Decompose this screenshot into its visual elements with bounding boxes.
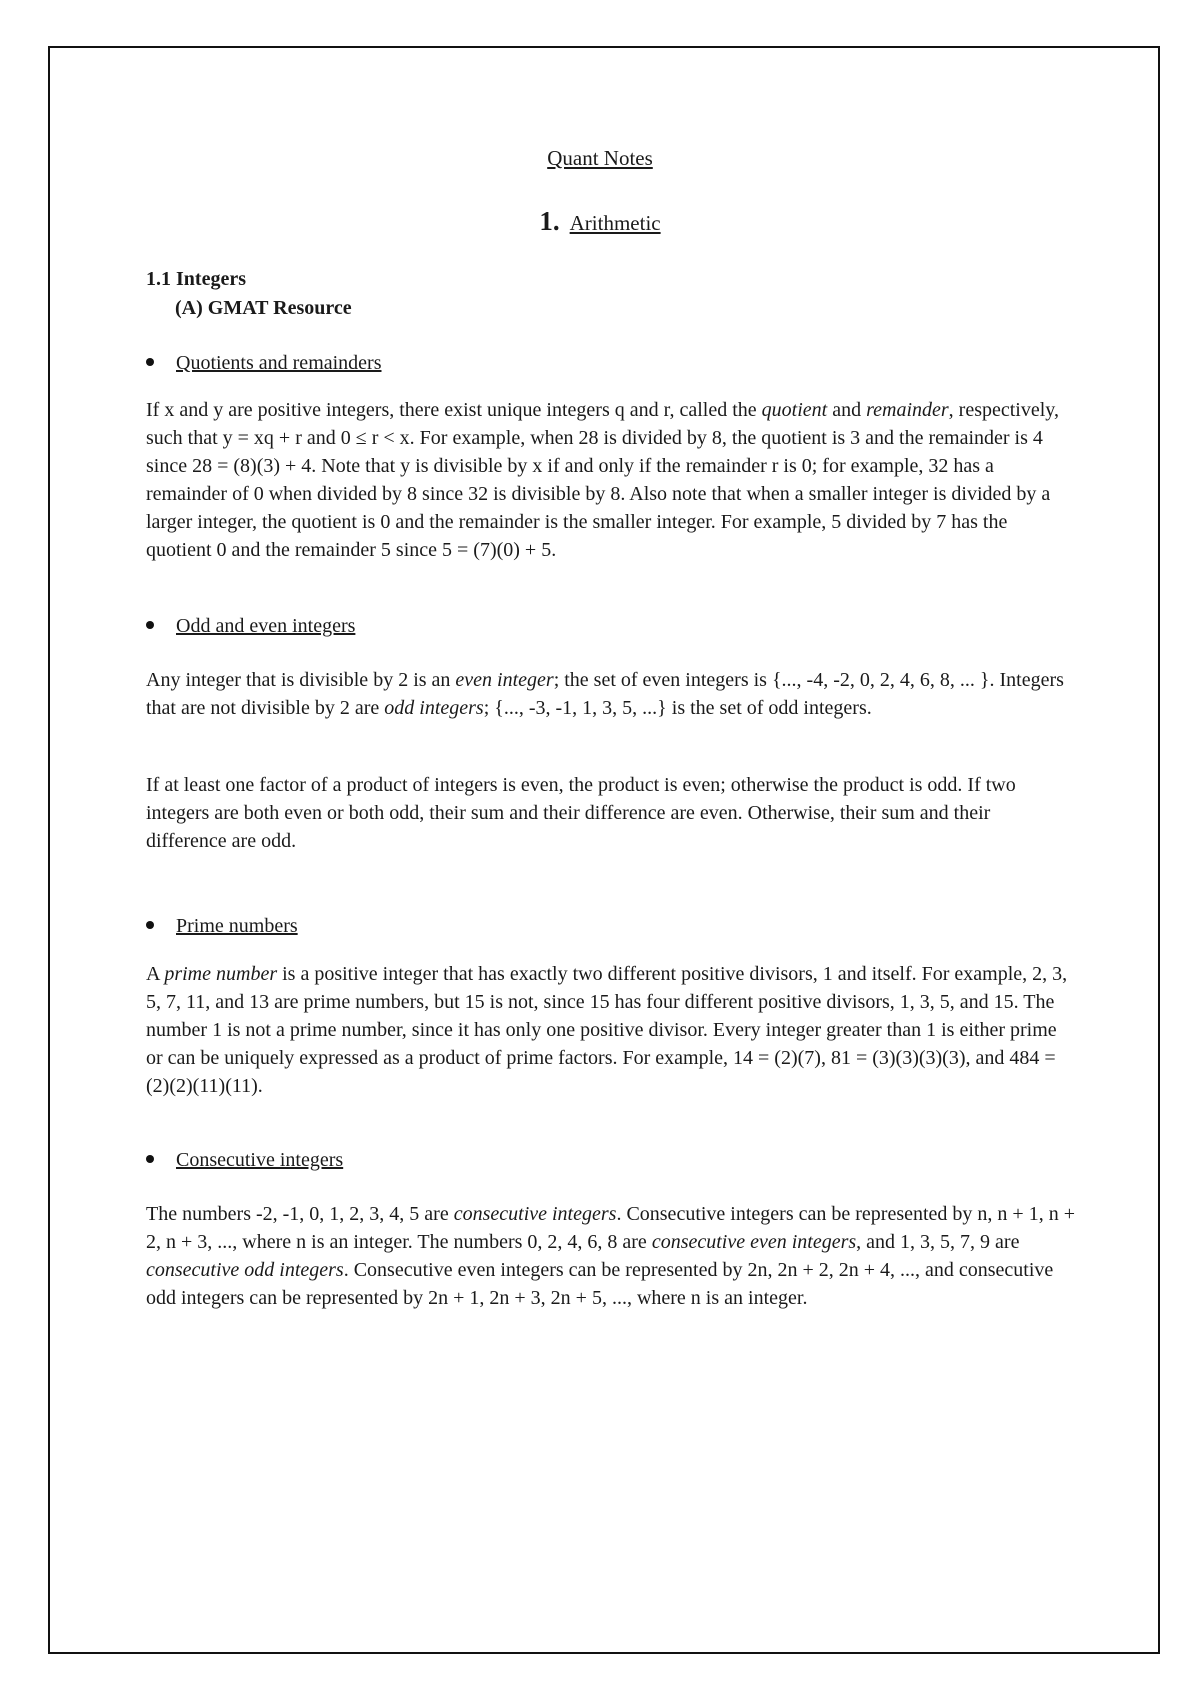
page-title: Quant Notes <box>547 146 653 170</box>
subsection-heading: (A) GMAT Resource <box>175 297 352 319</box>
text-run: is a positive integer that has exactly two different positive divisors, 1 and itself. For example, 2, 3, 5, 7, 11, and 13 are prime numbers, but 15 is not, since 15 has four different positive divisors, 1, 3, 5, and 15. The number 1 is not a prime number, since it has only one positive divisor. Every integer greater than 1 is either prime or can be uniquely expressed as a product of prime factors. For example, 14 = (2)(7), 81 = (3)(3)(3)(3), and 484 = (2)(2)(11)(11). <box>146 963 1068 1097</box>
topic-label: Consecutive integers <box>176 1149 344 1171</box>
text-run: , and 1, 3, 5, 7, 9 are <box>856 1231 1020 1253</box>
italic-term: even integer <box>455 669 554 691</box>
topic-heading-quotients <box>146 352 382 375</box>
topic-label: Quotients and remainders <box>176 352 382 374</box>
text-run: ; the set of even integers is {..., -4, -2, 0, 2, 4, 6, 8, ... }. Integers that are not divisible by 2 are <box>146 669 1064 719</box>
section-heading: 1.1 Integers <box>146 268 246 290</box>
paragraph-quotients <box>146 396 1076 564</box>
topic-label: Prime numbers <box>176 915 298 937</box>
topic-heading-consecutive <box>146 1149 343 1172</box>
chapter-heading <box>0 206 1200 237</box>
italic-term: consecutive odd integers <box>146 1259 344 1281</box>
paragraph-odd-even-2: If at least one factor of a product of integers is even, the product is even; otherwise the product is odd. If two integers are both even or both odd, their sum and their difference are even. Otherwise, their sum and their difference are odd. <box>146 774 1016 852</box>
text-run: . Consecutive integers can be represented by n, n + 1, n + 2, n + 3, ..., where n is an integer. The numbers 0, 2, 4, 6, 8 are <box>146 1203 1075 1253</box>
text-run: . Consecutive even integers can be represented by 2n, 2n + 2, 2n + 4, ..., and consecutive odd integers can be represented by 2n + 1, 2n + 3, 2n + 5, ..., where n is an integer. <box>146 1259 1054 1309</box>
chapter-name: Arithmetic <box>569 211 661 235</box>
text-run: Any integer that is divisible by 2 is an <box>146 669 456 691</box>
italic-term: remainder <box>866 399 949 421</box>
text-run: and <box>827 399 867 421</box>
italic-term: quotient <box>761 399 828 421</box>
italic-term: consecutive integers <box>453 1203 617 1225</box>
paragraph-primes <box>146 960 1076 1100</box>
text-run: A <box>146 963 165 985</box>
text-run: If x and y are positive integers, there exist unique integers q and r, called the <box>146 399 762 421</box>
paragraph-consecutive <box>146 1200 1076 1312</box>
topic-label: Odd and even integers <box>176 615 356 637</box>
paragraph-odd-even-1 <box>146 666 1076 722</box>
bullet-icon <box>146 1155 154 1163</box>
text-run: ; {..., -3, -1, 1, 3, 5, ...} is the set of odd integers. <box>483 697 872 719</box>
text-run: , respectively, such that y = xq + r and 0 ≤ r < x. For example, when 28 is divided by 8, the quotient is 3 and the remainder is 4 since 28 = (8)(3) + 4. Note that y is divisible by x if and only if the remainder r is 0; for example, 32 has a remainder of 0 when divided by 8 since 32 is divisible by 8. Also note that when a smaller integer is divided by a larger integer, the quotient is 0 and the remainder is the smaller integer. For example, 5 divided by 7 has the quotient 0 and the remainder 5 since 5 = (7)(0) + 5. <box>146 399 1059 561</box>
text-run: The numbers -2, -1, 0, 1, 2, 3, 4, 5 are <box>146 1203 454 1225</box>
bullet-icon <box>146 921 154 929</box>
chapter-number: 1. <box>539 206 560 236</box>
bullet-icon <box>146 621 154 629</box>
topic-heading-primes <box>146 915 298 938</box>
italic-term: consecutive even integers <box>651 1231 857 1253</box>
topic-heading-odd-even <box>146 615 355 638</box>
bullet-icon <box>146 358 154 366</box>
italic-term: prime number <box>164 963 278 985</box>
italic-term: odd integers <box>384 697 484 719</box>
